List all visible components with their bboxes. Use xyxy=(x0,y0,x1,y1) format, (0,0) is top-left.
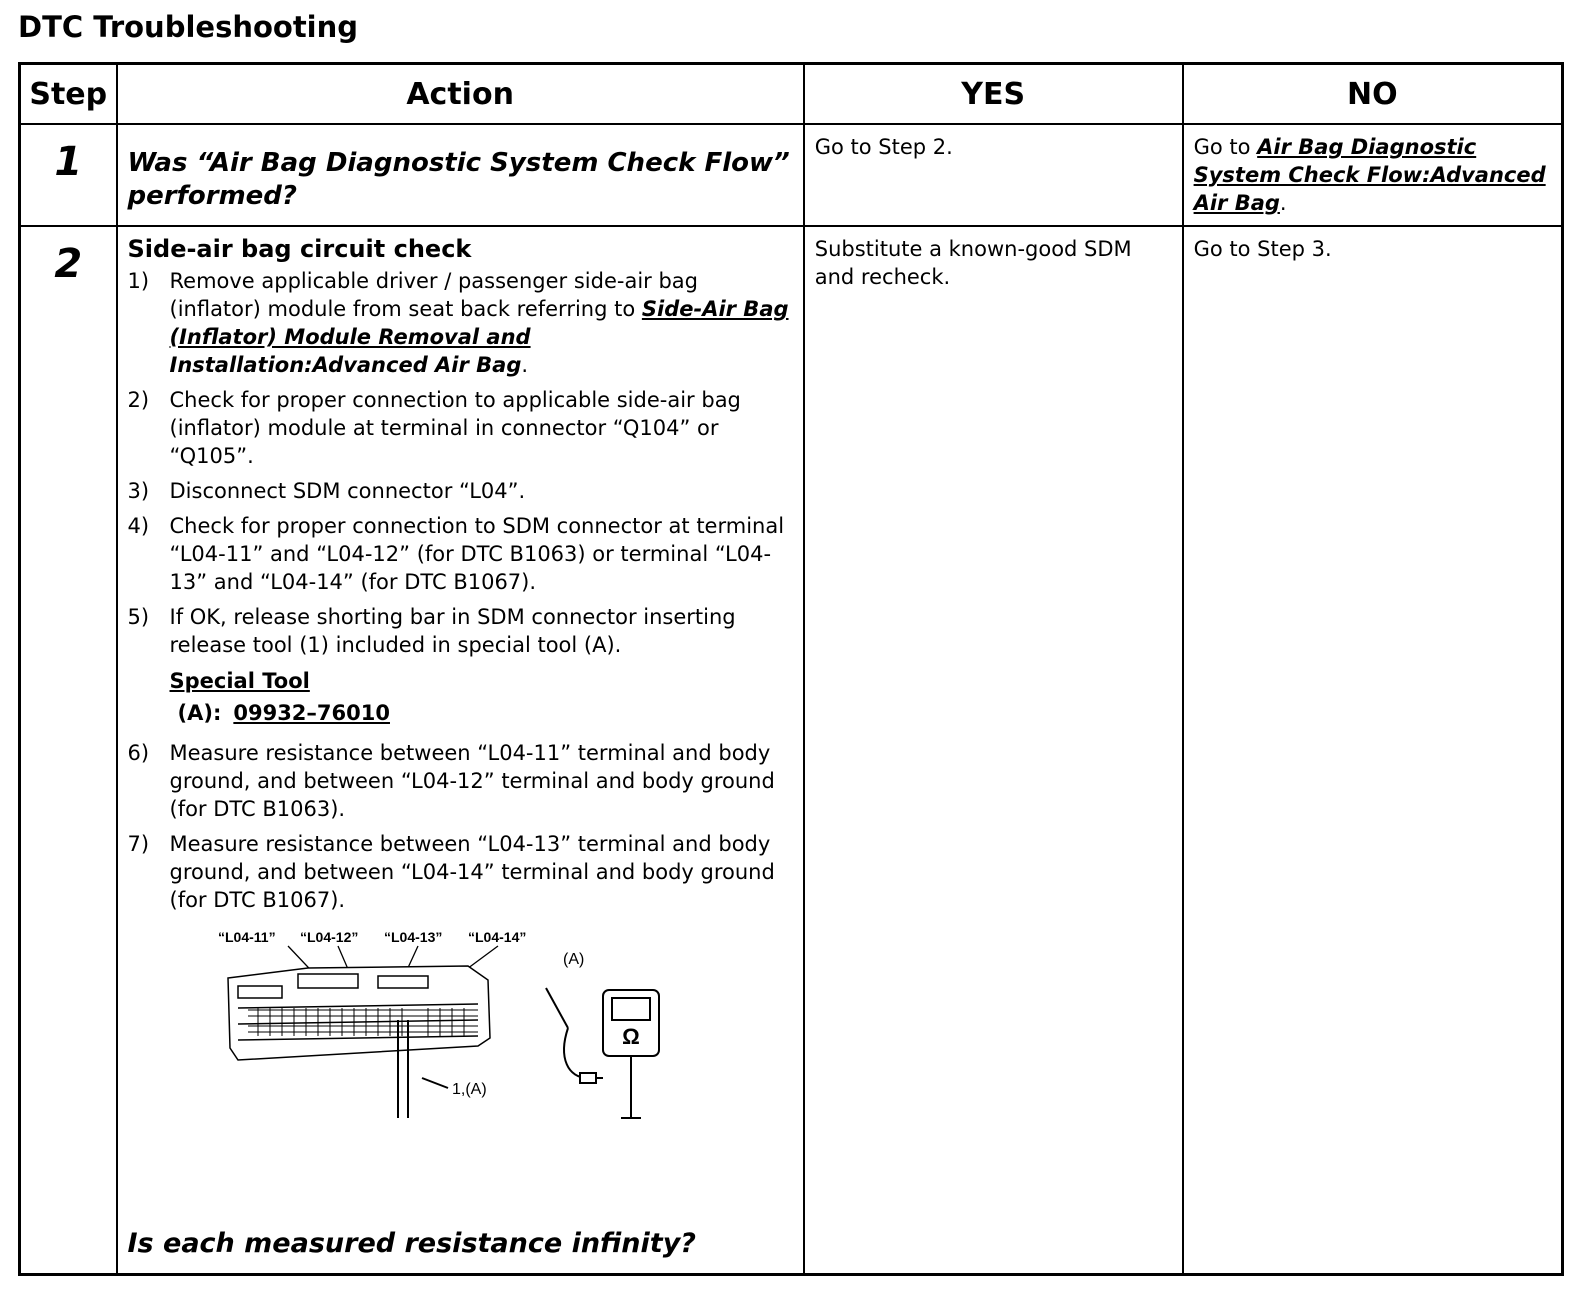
item-text: Check for proper connection to SDM connector at terminal “L04-11” and “L04-12” (for DTC B1063) or terminal “L04-13” and “L04-14” (for DTC B1067). xyxy=(169,514,785,594)
step-question: Is each measured resistance infinity? xyxy=(127,1227,696,1259)
special-tool xyxy=(170,669,793,725)
sdm-connector xyxy=(228,966,490,1060)
terminal-label-l04-14: “L04-14” xyxy=(467,929,526,945)
table-row xyxy=(20,226,1563,1274)
list-item xyxy=(128,603,793,659)
procedure-list xyxy=(128,267,793,659)
item-number: 1) xyxy=(127,269,150,293)
list-item xyxy=(128,739,793,823)
header-yes: YES xyxy=(804,64,1183,125)
item-text: Measure resistance between “L04-13” terminal and body ground, and between “L04-14” terminal and body ground (for DTC B1067). xyxy=(169,832,775,912)
special-tool-heading: Special Tool xyxy=(169,669,310,693)
list-item xyxy=(128,512,793,596)
list-item xyxy=(128,477,793,505)
step-number: 1 xyxy=(20,124,117,226)
release-tool-label: 1,(A) xyxy=(451,1081,487,1098)
list-item xyxy=(128,386,793,470)
item-text: Check for proper connection to applicable side-air bag (inflator) module at terminal in connector “Q104” or “Q105”. xyxy=(169,388,741,468)
list-item xyxy=(128,267,793,379)
connector-diagram xyxy=(208,928,688,1128)
item-number: 6) xyxy=(127,741,150,765)
header-row xyxy=(20,64,1563,125)
header-step: Step xyxy=(20,64,117,125)
troubleshooting-table xyxy=(18,62,1564,1276)
yes-result: Substitute a known-good SDM and recheck. xyxy=(804,226,1183,1274)
procedure-list xyxy=(128,739,793,914)
item-text: Measure resistance between “L04-11” terminal and body ground, and between “L04-12” terminal and body ground (for DTC B1063). xyxy=(169,741,775,821)
no-prefix: Go to xyxy=(1193,135,1258,159)
no-result xyxy=(1183,124,1563,226)
ohm-symbol-icon: Ω xyxy=(621,1024,640,1049)
terminal-label-l04-11: “L04-11” xyxy=(217,929,276,945)
connector-figure xyxy=(208,928,793,1132)
special-tool-line xyxy=(170,701,793,725)
item-number: 2) xyxy=(127,388,150,412)
no-result: Go to Step 3. xyxy=(1183,226,1563,1274)
step-action xyxy=(117,226,804,1274)
ohmmeter xyxy=(546,988,659,1118)
removal-procedure-link-end: Installation:Advanced Air Bag xyxy=(169,353,522,377)
meter-label: (A) xyxy=(562,951,584,968)
item-text-part: Remove applicable driver / passenger side-air bag (inflator) module from seat back referring to xyxy=(169,269,698,321)
terminal-label-l04-12: “L04-12” xyxy=(299,929,358,945)
item-text: If OK, release shorting bar in SDM connector inserting release tool (1) included in special tool (A). xyxy=(169,605,736,657)
item-text-end: . xyxy=(521,353,529,377)
no-suffix: . xyxy=(1279,191,1287,215)
special-tool-label: (A): xyxy=(177,701,222,725)
check-title: Side-air bag circuit check xyxy=(127,235,472,263)
item-text: Disconnect SDM connector “L04”. xyxy=(169,479,526,503)
item-text xyxy=(170,267,793,379)
table-row xyxy=(20,124,1563,226)
header-action: Action xyxy=(117,64,804,125)
item-number: 3) xyxy=(127,479,150,503)
yes-result: Go to Step 2. xyxy=(804,124,1183,226)
step-question: Was “Air Bag Diagnostic System Check Flow” performed? xyxy=(117,124,804,226)
header-no: NO xyxy=(1183,64,1563,125)
step-number: 2 xyxy=(20,226,117,1274)
terminal-label-l04-13: “L04-13” xyxy=(383,929,442,945)
list-item xyxy=(128,830,793,914)
removal-procedure-link[interactable]: Side-Air Bag (Inflator) Module Removal and xyxy=(169,297,789,349)
page-title: DTC Troubleshooting xyxy=(18,10,359,44)
item-number: 7) xyxy=(127,832,150,856)
special-tool-number[interactable]: 09932–76010 xyxy=(233,701,390,725)
diagnostic-flow-link[interactable]: Air Bag Diagnostic System Check Flow:Advanced Air Bag xyxy=(1193,135,1546,215)
item-number: 5) xyxy=(127,605,150,629)
item-number: 4) xyxy=(127,514,150,538)
